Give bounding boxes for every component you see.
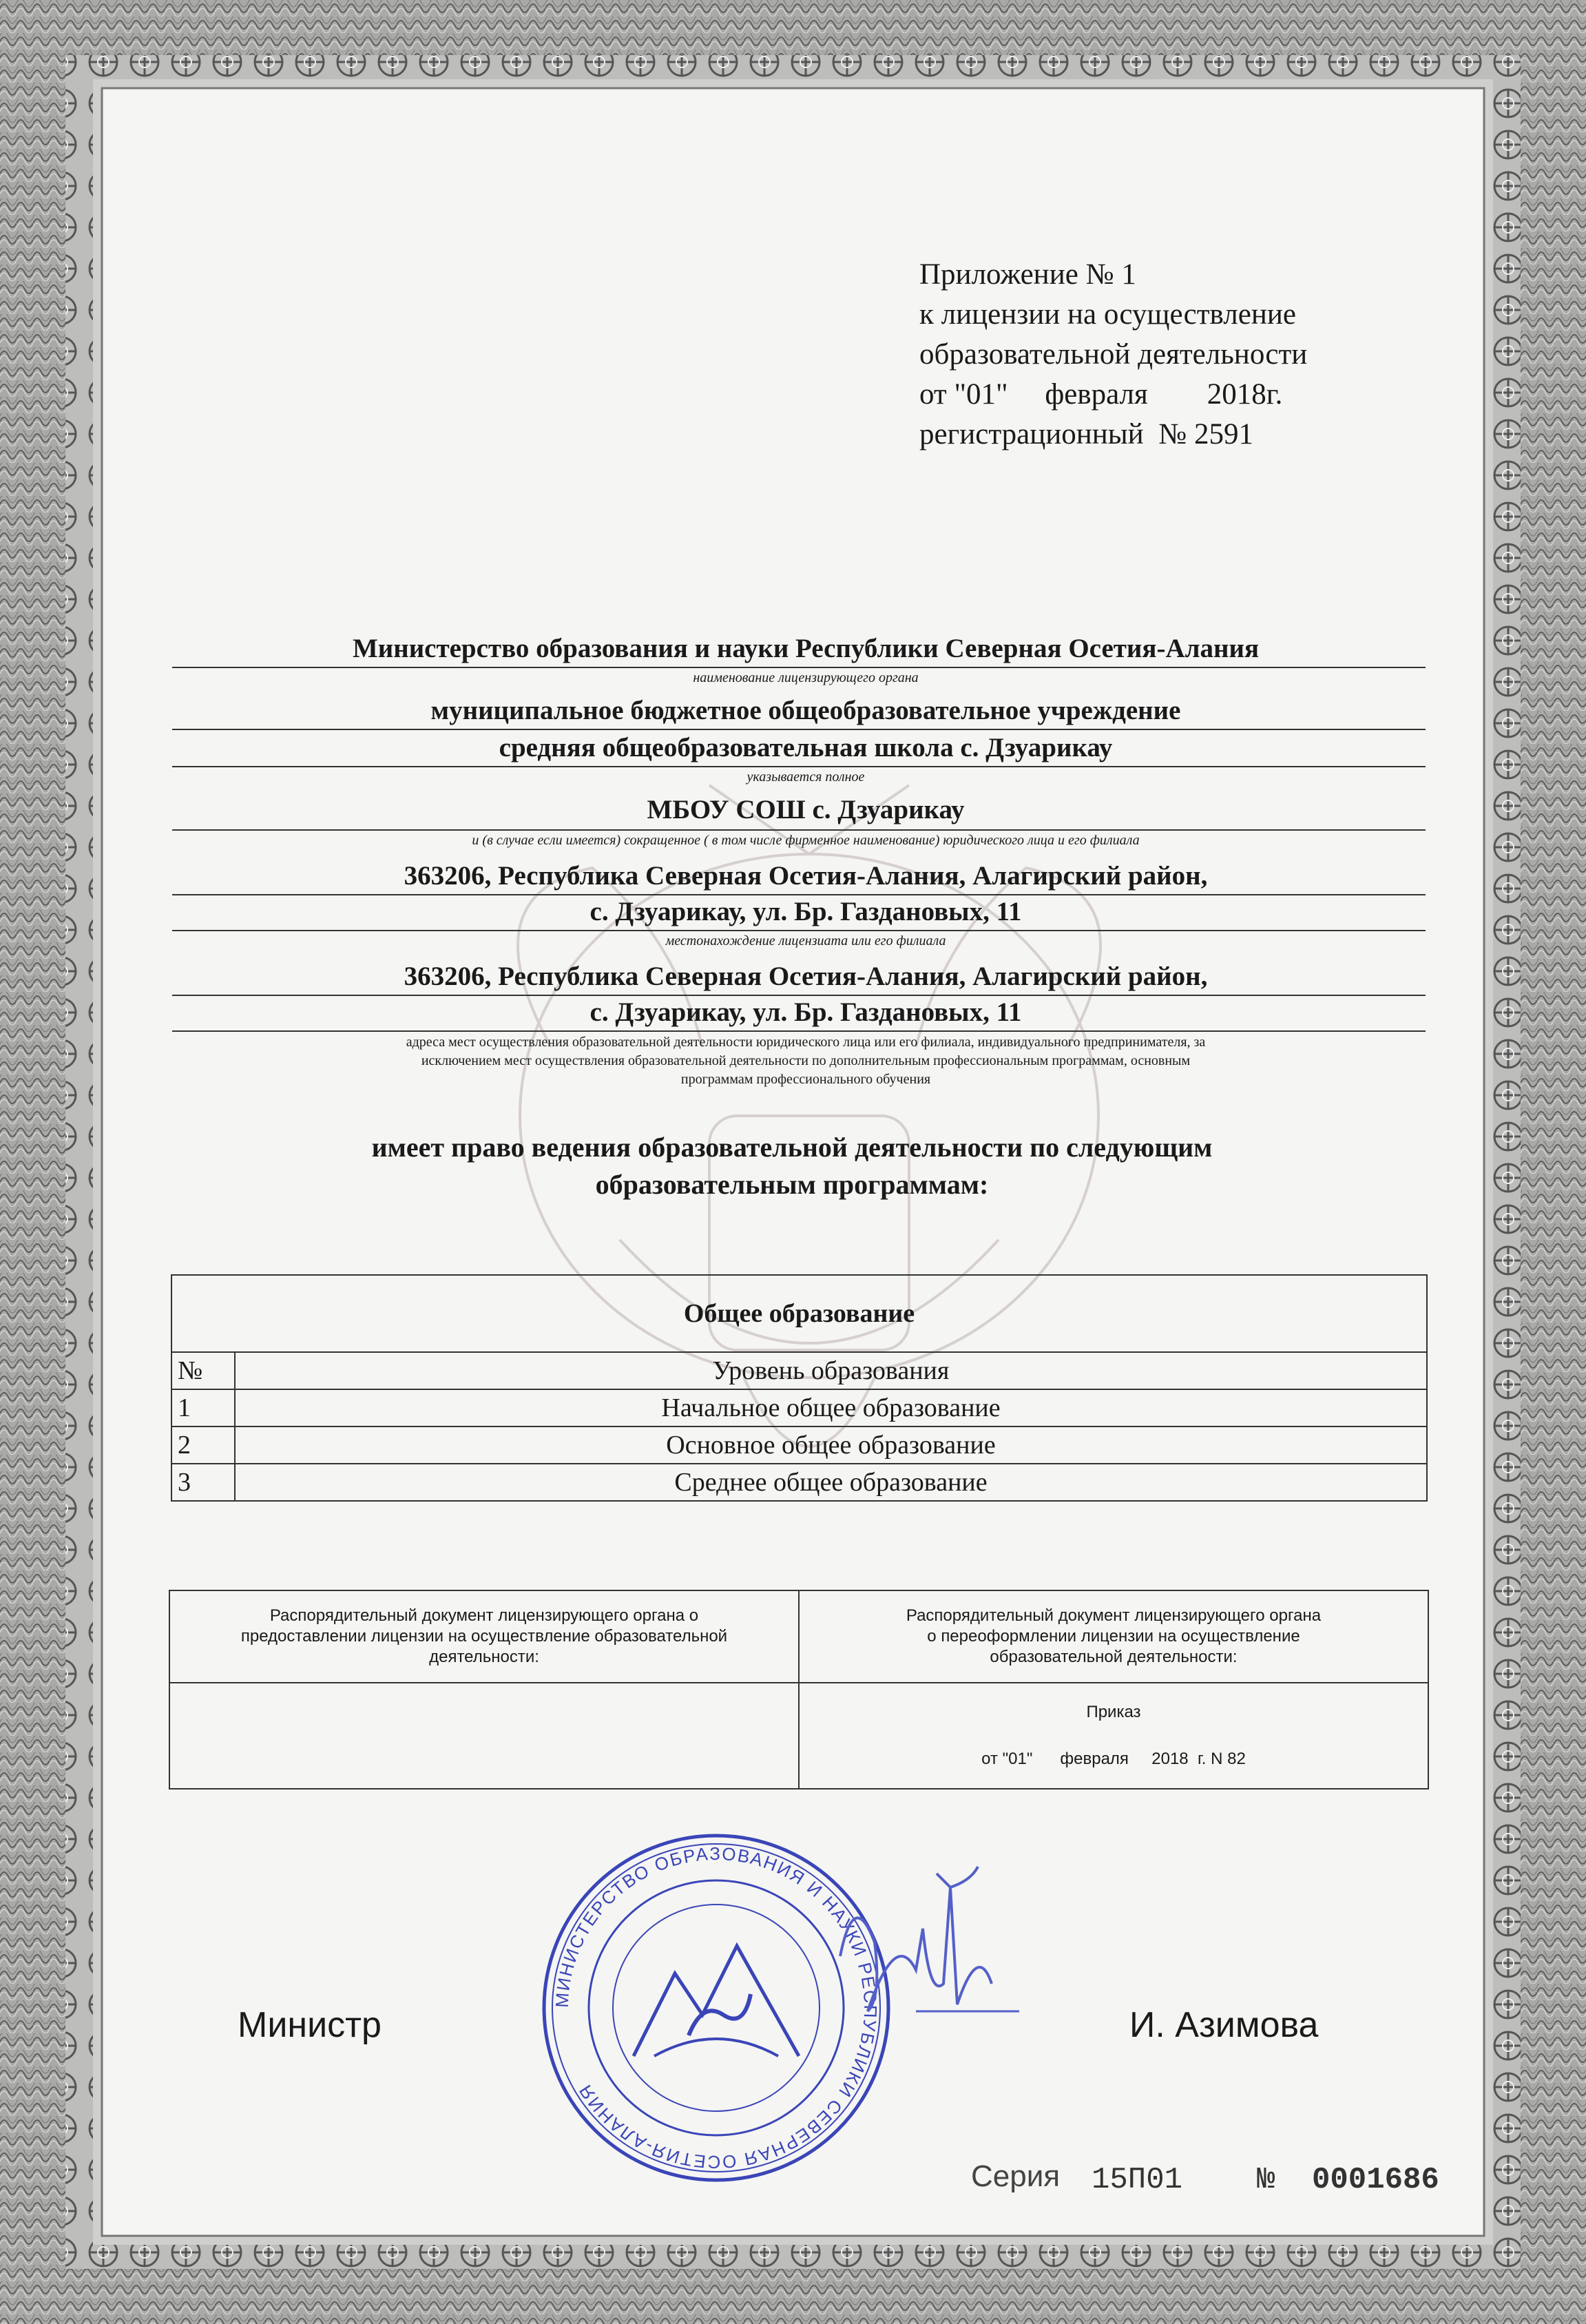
activity-address-line-2: с. Дзуарикау, ул. Бр. Газдановых, 11 [589, 997, 1022, 1027]
divider [172, 1030, 1426, 1032]
table-row [171, 1426, 1427, 1464]
full-name-caption: указывается полное [747, 769, 865, 785]
divider [172, 729, 1426, 730]
short-name-caption: и (в случае если имеется) сокращенное ( в том числе фирменное наименование) юридического лица и его филиала [472, 833, 1140, 848]
row-level: Основное общее образование [235, 1426, 1427, 1464]
row-no: 3 [171, 1464, 235, 1501]
location-caption: местонахождение лицензиата или его филиала [665, 933, 946, 948]
table-row [171, 1464, 1427, 1501]
licensee-full-name-2: средняя общеобразовательная школа с. Дзуарикау [499, 733, 1113, 762]
seal-text: МИНИСТЕРСТВО ОБРАЗОВАНИЯ И НАУКИ РЕСПУБЛИКИ СЕВЕРНАЯ ОСЕТИЯ-АЛАНИЯ [551, 1843, 881, 2173]
programs-title: Общее образование [171, 1275, 1427, 1352]
activity-caption-1: адреса мест осуществления образовательной деятельности юридического лица или его филиала, индивидуального предпринимателя, за [406, 1035, 1206, 1050]
row-no: 1 [171, 1389, 235, 1426]
series-label: Серия [971, 2159, 1061, 2193]
row-level: Среднее общее образование [235, 1464, 1427, 1501]
appendix-line-2: к лицензии на осуществление [919, 298, 1296, 331]
appendix-line-3: образовательной деятельности [919, 338, 1308, 371]
activity-caption-2: исключением мест осуществления образовательной деятельности по дополнительным профессиональным программам, основным [421, 1053, 1191, 1068]
grant-document-header [169, 1590, 799, 1683]
activity-caption-3: программам профессионального обучения [680, 1072, 931, 1087]
authority-caption: наименование лицензирующего органа [693, 670, 919, 685]
table-header-row [171, 1352, 1427, 1389]
appendix-header [919, 255, 1307, 455]
rights-line-1: имеет право ведения образовательной деятельности по следующим [371, 1132, 1213, 1163]
reissue-order-date: от "01" февраля 2018 г. N 82 [981, 1750, 1246, 1768]
reissue-document-value [799, 1683, 1428, 1789]
programs-table [171, 1274, 1428, 1502]
appendix-line-5: регистрационный № 2591 [919, 418, 1253, 450]
admin-documents-table [169, 1590, 1429, 1789]
licensee-full-name-1: муниципальное бюджетное общеобразовательное учреждение [430, 696, 1181, 725]
row-level: Начальное общее образование [235, 1389, 1427, 1426]
column-header-level: Уровень образования [235, 1352, 1427, 1389]
location-line-1: 363206, Республика Северная Осетия-Алания, Алагирский район, [404, 861, 1208, 891]
divider [172, 930, 1426, 931]
signatory-title: Министр [238, 2005, 382, 2045]
grant-header-line-2: предоставлении лицензии на осуществление образовательной [240, 1627, 728, 1646]
series-value: 15П01 [1092, 2163, 1183, 2197]
location-line-2: с. Дзуарикау, ул. Бр. Газдановых, 11 [589, 897, 1022, 926]
reissue-order: Приказ [1086, 1703, 1141, 1721]
divider [172, 766, 1426, 767]
column-header-no: № [171, 1352, 235, 1389]
authority-name: Министерство образования и науки Республики Северная Осетия-Алания [352, 634, 1260, 663]
reissue-header-line-1: Распорядительный документ лицензирующего органа [906, 1606, 1322, 1625]
reissue-header-line-3: образовательной деятельности: [990, 1648, 1238, 1666]
appendix-line-4: от "01" февраля 2018г. [919, 378, 1283, 411]
handwritten-signature [813, 1846, 1019, 2053]
reissue-document-header [799, 1590, 1428, 1683]
activity-address-line-1: 363206, Республика Северная Осетия-Алания, Алагирский район, [404, 962, 1208, 991]
appendix-line-1: Приложение № 1 [919, 258, 1136, 291]
table-row [171, 1389, 1427, 1426]
rights-line-2: образовательным программам: [595, 1169, 989, 1200]
number-label: № [1257, 2163, 1275, 2197]
grant-document-value [169, 1683, 799, 1789]
signatory-name: И. Азимова [1129, 2005, 1319, 2045]
grant-header-line-1: Распорядительный документ лицензирующего органа о [269, 1606, 699, 1625]
divider [172, 829, 1426, 831]
grant-header-line-3: деятельности: [429, 1648, 539, 1666]
divider [172, 667, 1426, 668]
licensee-short-name: МБОУ СОШ с. Дзуарикау [647, 795, 965, 824]
row-no: 2 [171, 1426, 235, 1464]
document-number: 0001686 [1312, 2163, 1439, 2197]
reissue-header-line-2: о переоформлении лицензии на осуществление [927, 1627, 1300, 1646]
